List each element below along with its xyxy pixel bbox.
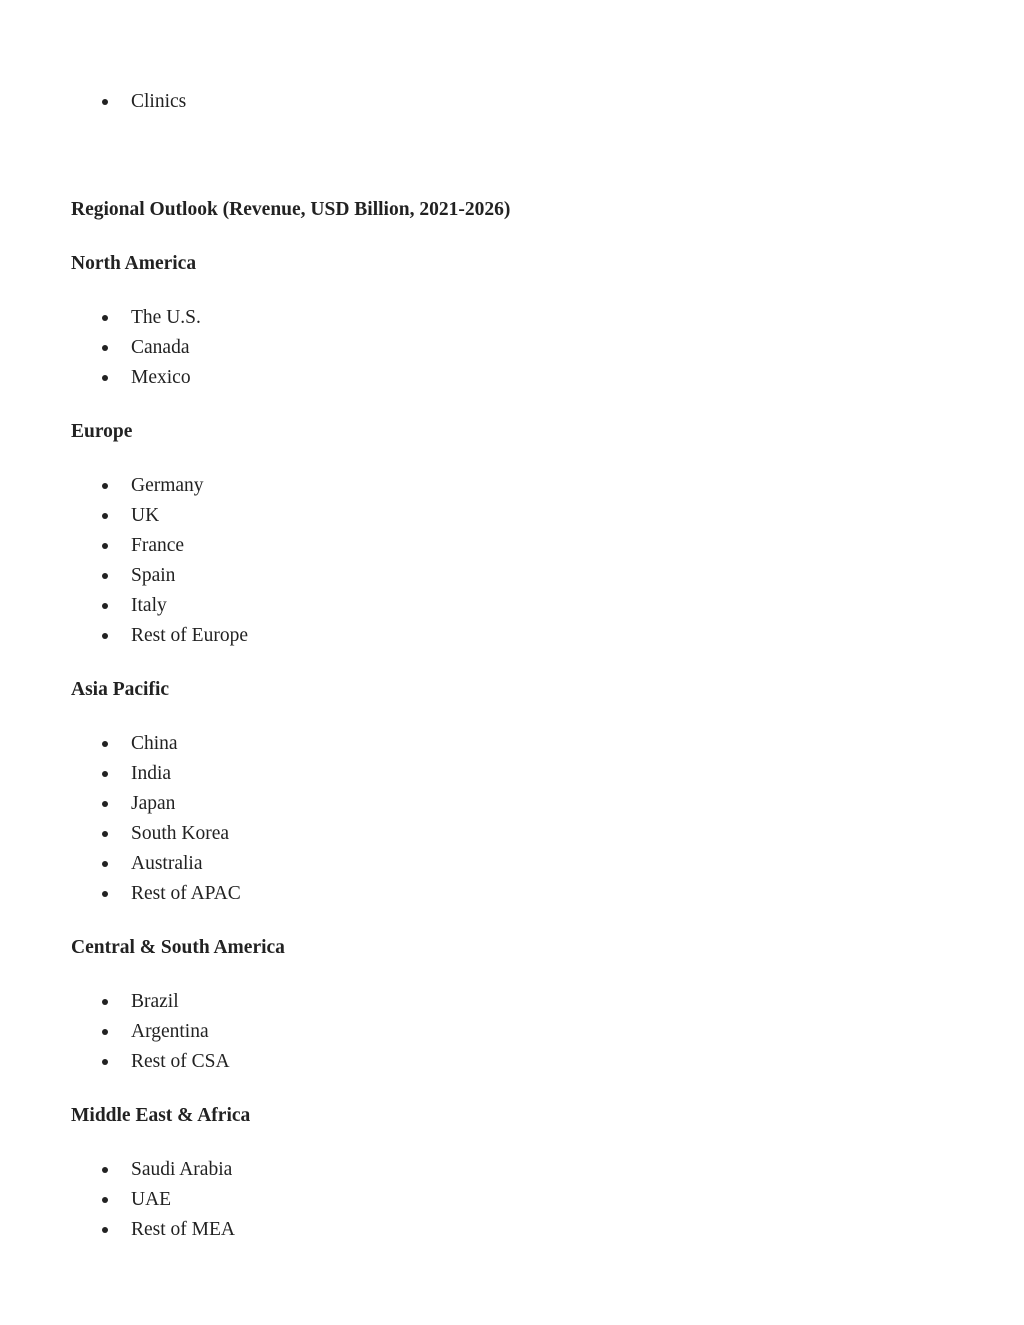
bullet-icon [102,1227,108,1233]
region-heading-asia-pacific: Asia Pacific [71,679,170,700]
bullet-icon [102,603,108,609]
bullet-icon [102,633,108,639]
list-item-text: Japan [131,793,176,814]
region-heading-middle-east-africa: Middle East & Africa [71,1105,251,1126]
bullet-icon [102,741,108,747]
list-item-text: UK [131,505,160,526]
bullet-icon [102,573,108,579]
section-title: Regional Outlook (Revenue, USD Billion, 2021-2026) [71,199,511,220]
list-item-text: France [131,535,185,556]
list-item-text: Canada [131,337,190,358]
list-item-text: Saudi Arabia [131,1159,233,1180]
list-item-text: Rest of CSA [131,1051,230,1072]
region-heading-north-america: North America [71,253,197,274]
list-item-text: Argentina [131,1021,209,1042]
bullet-icon [102,375,108,381]
list-item-text: Rest of Europe [131,625,248,646]
region-heading-central-south-america: Central & South America [71,937,285,958]
bullet-icon [102,513,108,519]
list-item-text: China [131,733,178,754]
list-item-text: Germany [131,475,204,496]
bullet-icon [102,315,108,321]
bullet-icon [102,483,108,489]
bullet-icon [102,861,108,867]
bullet-icon [102,891,108,897]
list-item-text: Mexico [131,367,191,388]
bullet-icon [102,801,108,807]
list-item-text: Rest of APAC [131,883,241,904]
list-item-text: India [131,763,172,784]
bullet-icon [102,999,108,1005]
list-item-text: Australia [131,853,203,874]
region-heading-europe: Europe [71,421,133,442]
bullet-icon [102,1197,108,1203]
bullet-icon [102,99,108,105]
list-item-text: The U.S. [131,307,201,328]
list-item-text: Italy [131,595,167,616]
bullet-icon [102,1167,108,1173]
list-item-text: Rest of MEA [131,1219,235,1240]
bullet-icon [102,831,108,837]
bullet-icon [102,1059,108,1065]
list-item-text: Spain [131,565,176,586]
list-item-text: Brazil [131,991,179,1012]
list-item-text: Clinics [131,91,187,112]
list-item-text: UAE [131,1189,172,1210]
bullet-icon [102,771,108,777]
list-item-text: South Korea [131,823,230,844]
bullet-icon [102,1029,108,1035]
bullet-icon [102,543,108,549]
bullet-icon [102,345,108,351]
